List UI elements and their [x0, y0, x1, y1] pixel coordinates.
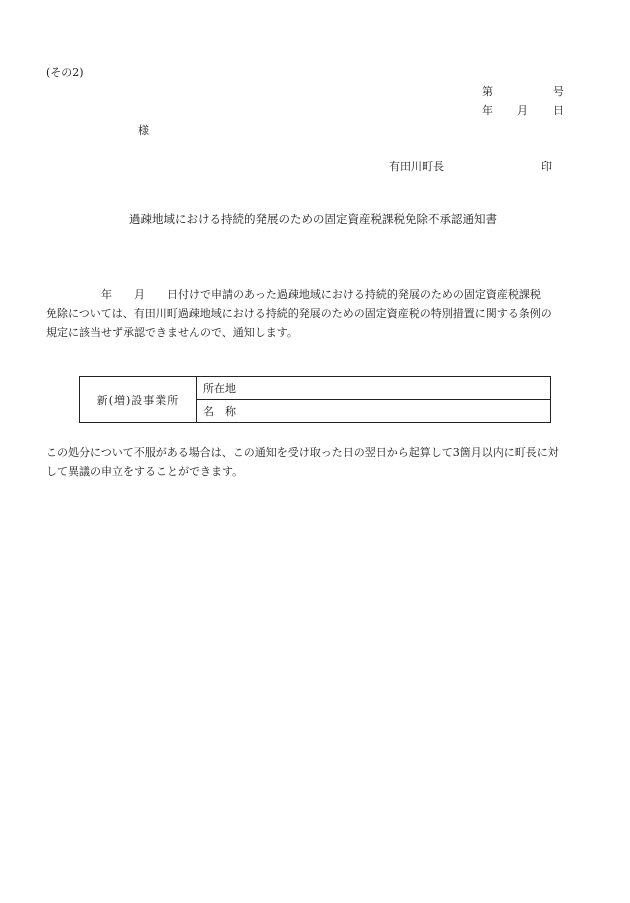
appeal-line-1: この処分について不服がある場合は、この通知を受け取った日の翌日から起算して3箇月以内に町長に対 — [46, 446, 559, 459]
document-number-suffix: 号 — [553, 85, 564, 98]
facility-table-header: 新(増)設事業所 — [80, 377, 197, 423]
date-month-label: 月 — [517, 104, 528, 117]
body-line-1: 年 月 日付けで申請のあった過疎地域における持続的発展のための固定資産税課税 — [46, 288, 541, 301]
name-field: 名 称 — [197, 400, 551, 423]
document-title: 過疎地域における持続的発展のための固定資産税課税免除不承認通知書 — [129, 212, 497, 226]
date-day-label: 日 — [553, 104, 564, 117]
form-number: (その2) — [46, 66, 84, 79]
seal-mark: 印 — [541, 160, 552, 173]
document-number-prefix: 第 — [482, 85, 493, 98]
location-field: 所在地 — [197, 377, 551, 400]
facility-table — [79, 376, 551, 423]
sender-name: 有田川町長 — [389, 160, 444, 173]
appeal-line-2: して異議の申立をすることができます。 — [46, 465, 244, 478]
body-paragraph — [46, 285, 592, 342]
body-line-3: 規定に該当せず承認できませんので、通知します。 — [46, 326, 298, 339]
appeal-notice — [46, 443, 592, 481]
body-line-2: 免除については、有田川町過疎地域における持続的発展のための固定資産税の特別措置に関する条例の — [46, 307, 552, 320]
date-year-label: 年 — [482, 104, 493, 117]
table-row — [80, 377, 551, 400]
addressee-honorific: 様 — [138, 124, 149, 137]
